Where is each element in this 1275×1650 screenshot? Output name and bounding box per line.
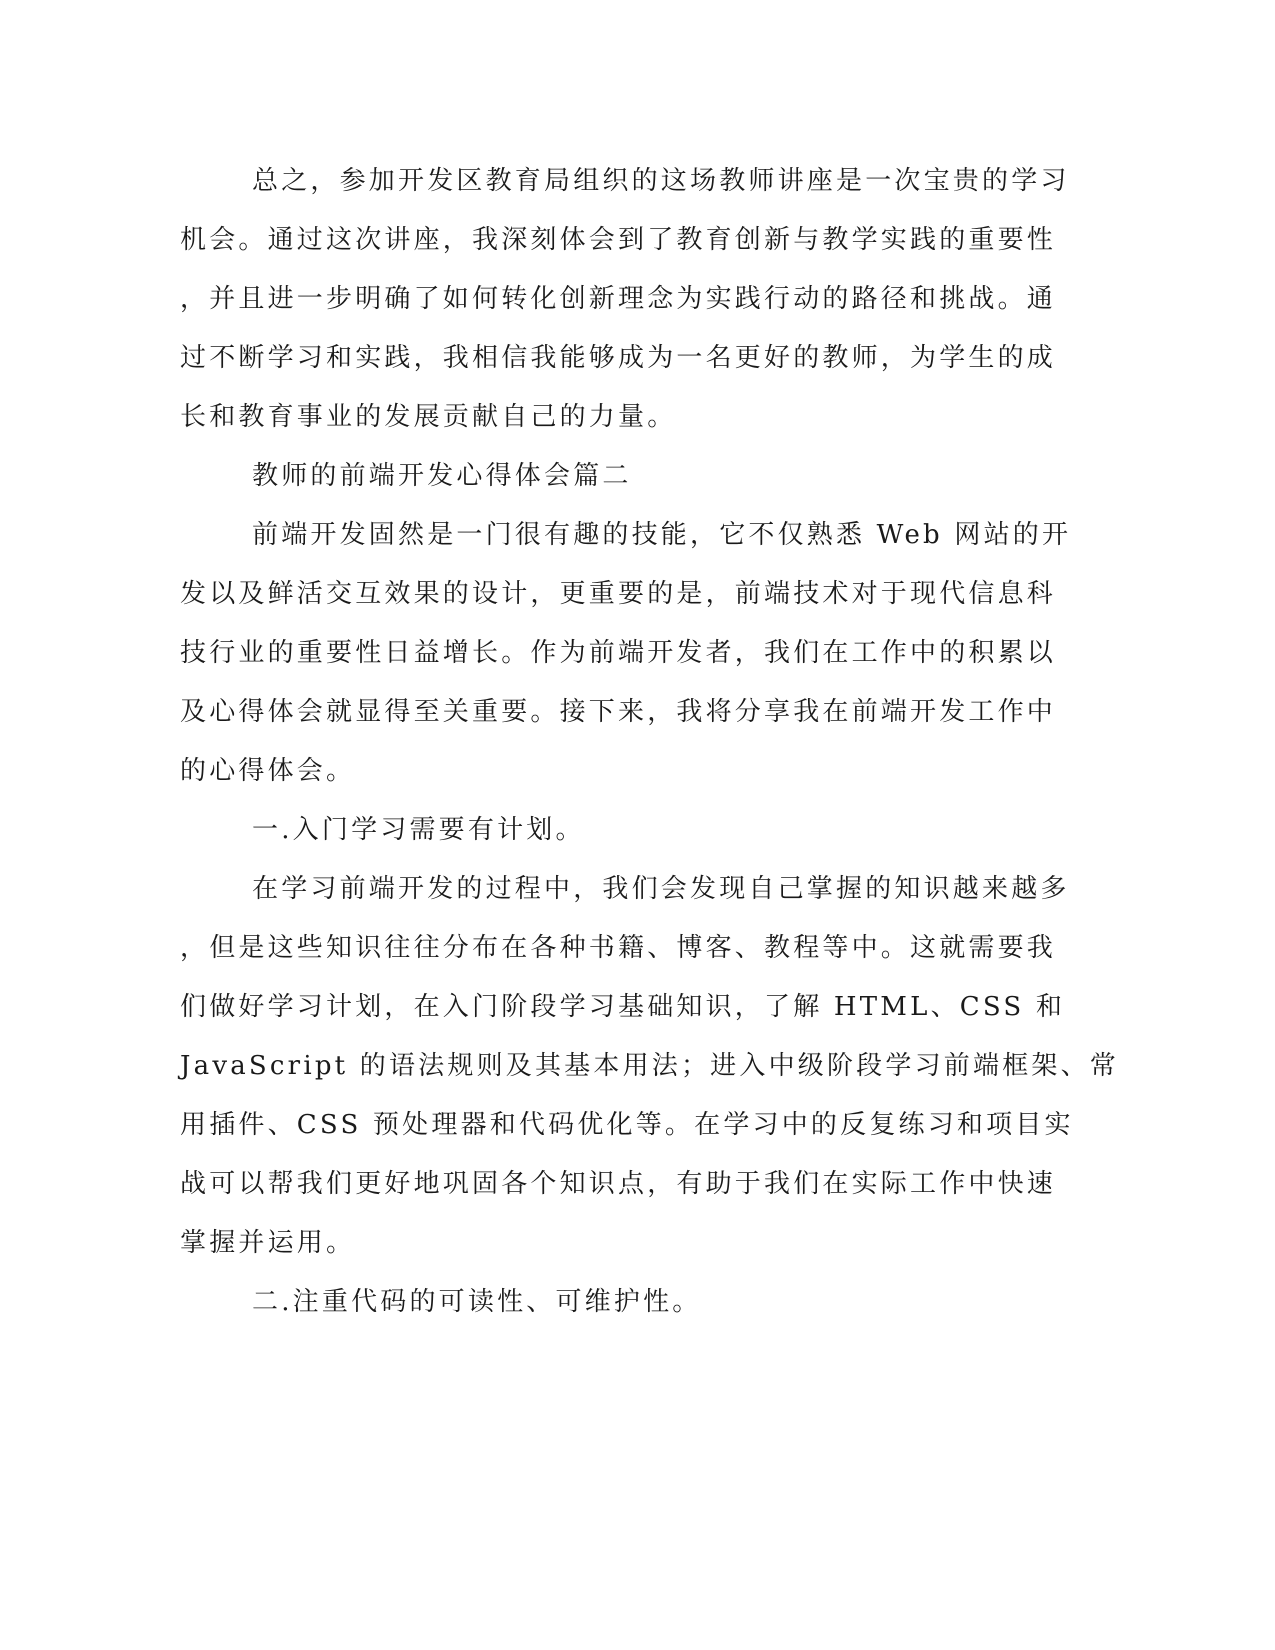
text-line: 一.入门学习需要有计划。	[252, 815, 585, 845]
text-line: JavaScript 的语法规则及其基本用法；进入中级阶段学习前端框架、常	[180, 1051, 1119, 1081]
text-line: 掌握并运用。	[180, 1228, 356, 1258]
text-line: 用插件、CSS 预处理器和代码优化等。在学习中的反复练习和项目实	[180, 1110, 1074, 1140]
text-line: 的心得体会。	[180, 756, 356, 786]
text-line: ，并且进一步明确了如何转化创新理念为实践行动的路径和挑战。通	[180, 284, 1057, 314]
text-line: 总之，参加开发区教育局组织的这场教师讲座是一次宝贵的学习	[252, 166, 1070, 196]
text-line: 过不断学习和实践，我相信我能够成为一名更好的教师，为学生的成	[180, 343, 1057, 373]
text-line: 发以及鲜活交互效果的设计，更重要的是，前端技术对于现代信息科	[180, 579, 1057, 609]
text-line: 战可以帮我们更好地巩固各个知识点，有助于我们在实际工作中快速	[180, 1169, 1057, 1199]
text-line: 们做好学习计划，在入门阶段学习基础知识，了解 HTML、CSS 和	[180, 992, 1066, 1022]
text-line: 在学习前端开发的过程中，我们会发现自己掌握的知识越来越多	[252, 874, 1070, 904]
text-line: 机会。通过这次讲座，我深刻体会到了教育创新与教学实践的重要性	[180, 225, 1057, 255]
text-line: 教师的前端开发心得体会篇二	[252, 461, 632, 491]
text-line: 长和教育事业的发展贡献自己的力量。	[180, 402, 677, 432]
document-body	[180, 152, 1119, 1332]
text-line: 技行业的重要性日益增长。作为前端开发者，我们在工作中的积累以	[180, 638, 1057, 668]
text-line: 二.注重代码的可读性、可维护性。	[252, 1287, 702, 1317]
text-line: 前端开发固然是一门很有趣的技能，它不仅熟悉 Web 网站的开	[252, 520, 1072, 550]
text-line: 及心得体会就显得至关重要。接下来，我将分享我在前端开发工作中	[180, 697, 1057, 727]
text-line: ，但是这些知识往往分布在各种书籍、博客、教程等中。这就需要我	[180, 933, 1057, 963]
